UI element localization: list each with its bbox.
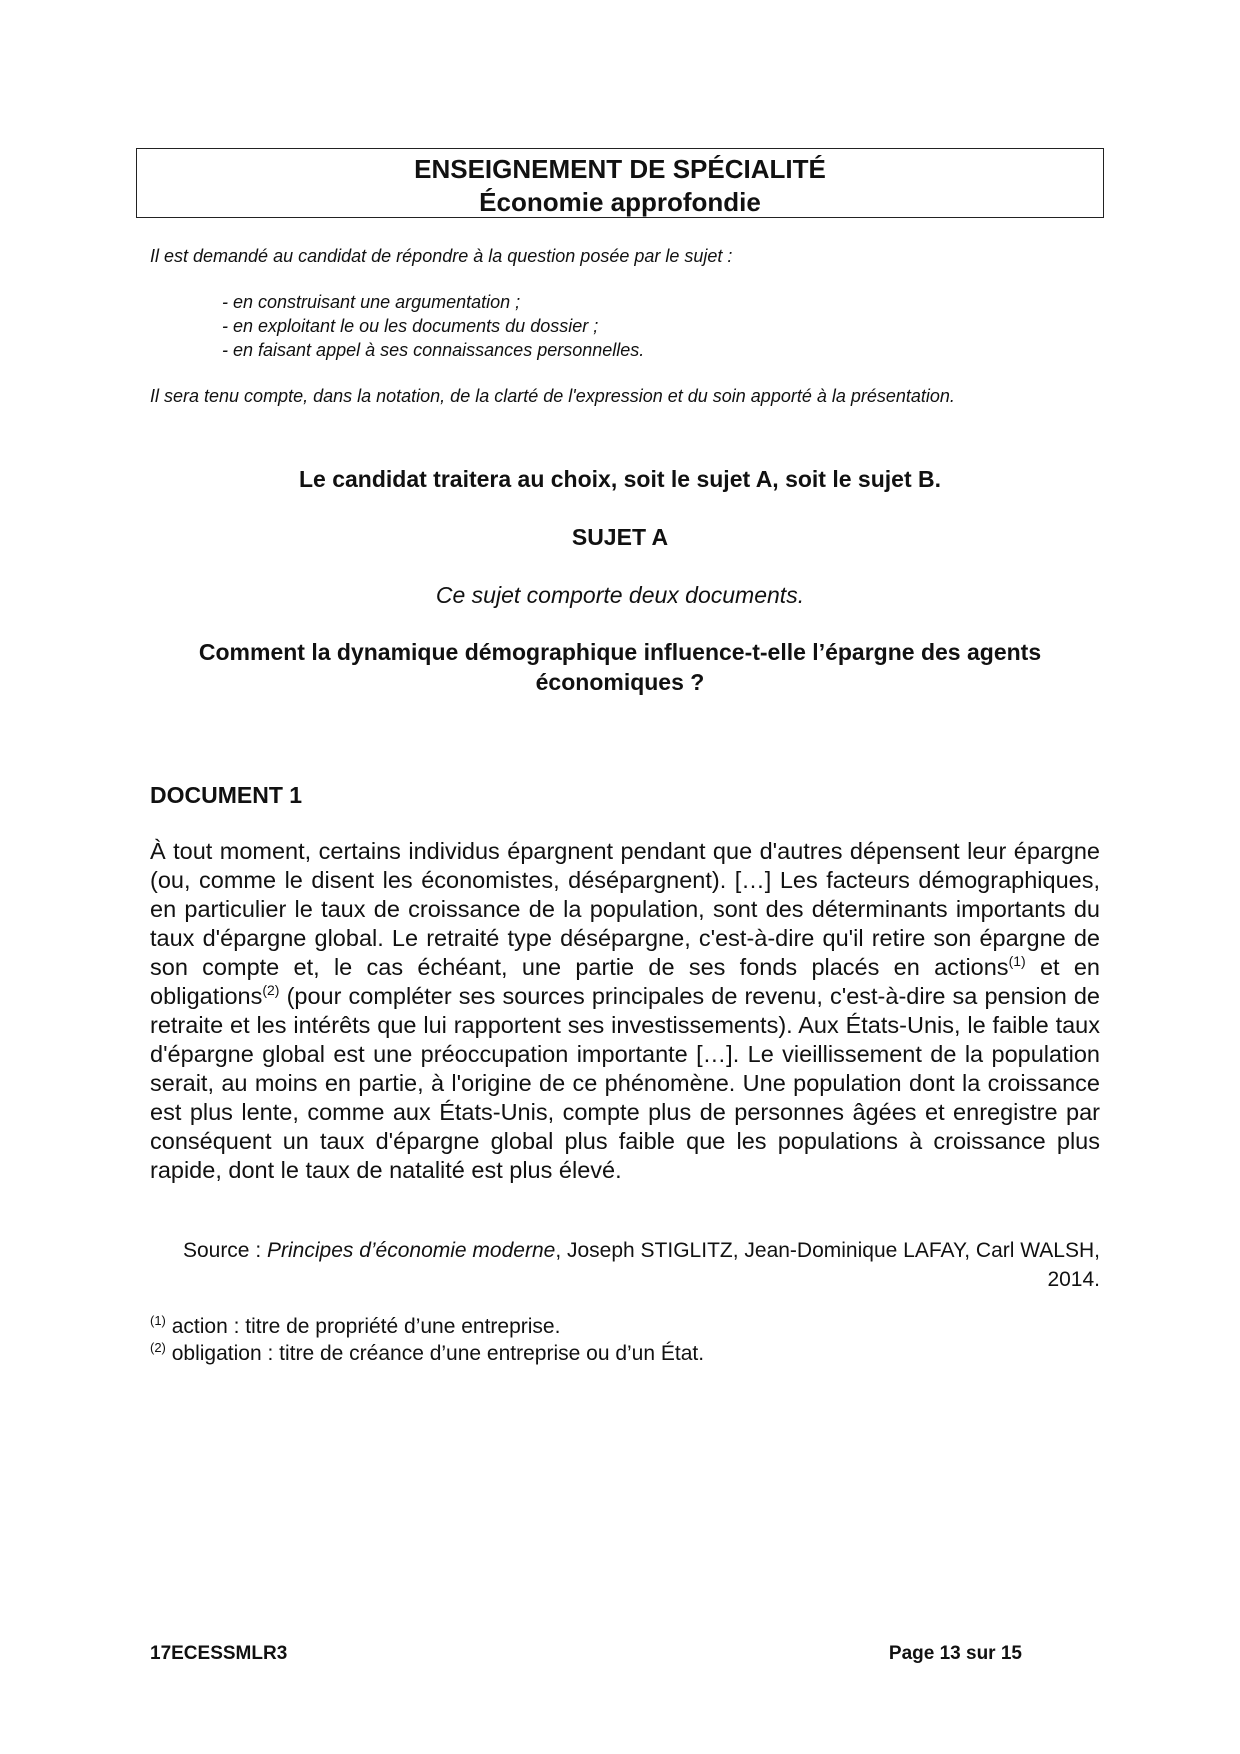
footnote-text: action : titre de propriété d’une entreprise.	[165, 1315, 561, 1338]
instructions-list	[222, 290, 1110, 362]
footnote-ref-2: (2)	[262, 982, 280, 999]
sujet-documents-note: Ce sujet comporte deux documents.	[435, 582, 805, 608]
sujet-question: Comment la dynamique démographique influence-t-elle l’épargne des agents économiques ?	[198, 639, 1042, 695]
instructions	[150, 244, 1110, 408]
footnote-mark: (2)	[150, 1340, 166, 1355]
footnote-ref-1: (1)	[1008, 953, 1026, 970]
document-text	[150, 837, 1100, 1185]
instructions-intro: Il est demandé au candidat de répondre à la question posée par le sujet :	[150, 246, 733, 266]
document-title: DOCUMENT 1	[150, 782, 303, 808]
choice-statement: Le candidat traitera au choix, soit le sujet A, soit le sujet B.	[298, 466, 942, 492]
document-text-part-3: (pour compléter ses sources principales de revenu, c'est-à-dire sa pension de retraite et les intérêts que lui rapportent ses investissements). Aux États-Unis, le faible taux d'épargne global est une préoccupation importante […]. Le vieillissement de la population serait, au moins en partie, à l'origine de ce phénomène. Une population dont la croissance est plus lente, comme aux États-Unis, compte plus de personnes âgées et enregistre par conséquent un taux d'épargne global plus faible que les populations à croissance plus rapide, dont le taux de natalité est plus élevé.	[150, 983, 1100, 1183]
footnote-mark: (1)	[150, 1313, 166, 1328]
source-prefix: Source :	[182, 1239, 267, 1262]
sujet-heading: SUJET A	[571, 524, 669, 550]
footnote-1	[150, 1313, 1100, 1340]
document-text-part-2: et en obligations	[150, 954, 1101, 1009]
document-text-part-1: À tout moment, certains individus épargnent pendant que d'autres dépensent leur épargne (ou, comme le disent les économistes, désépargnent). […] Les facteurs démographiques, en particulier le taux de croissance de la population, sont des déterminants importants du taux d'épargne global. Le retraité type désépargne, c'est-à-dire qu'il retire son épargne de son compte et, le cas échéant, une partie de ses fonds placés en actions	[150, 838, 1100, 980]
source-authors: , Joseph STIGLITZ, Jean-Dominique LAFAY, Carl WALSH, 2014.	[555, 1239, 1100, 1291]
instruction-item: - en faisant appel à ses connaissances personnelles.	[222, 340, 645, 360]
footnotes	[150, 1313, 1100, 1367]
title-line-1: ENSEIGNEMENT DE SPÉCIALITÉ	[414, 154, 826, 184]
instructions-note: Il sera tenu compte, dans la notation, de la clarté de l'expression et du soin apporté à la présentation.	[150, 386, 955, 406]
instruction-item: - en construisant une argumentation ;	[222, 292, 521, 312]
exam-code: 17ECESSMLR3	[150, 1643, 288, 1664]
instruction-item: - en exploitant le ou les documents du dossier ;	[222, 316, 599, 336]
footnote-text: obligation : titre de créance d’une entreprise ou d’un État.	[165, 1342, 705, 1365]
source-book-title: Principes d’économie moderne	[267, 1239, 556, 1262]
title-box	[136, 148, 1104, 218]
footnote-2	[150, 1340, 1100, 1367]
document-source	[150, 1236, 1100, 1294]
title-line-2: Économie approfondie	[479, 187, 761, 217]
page-number: Page 13 sur 15	[888, 1643, 1022, 1664]
